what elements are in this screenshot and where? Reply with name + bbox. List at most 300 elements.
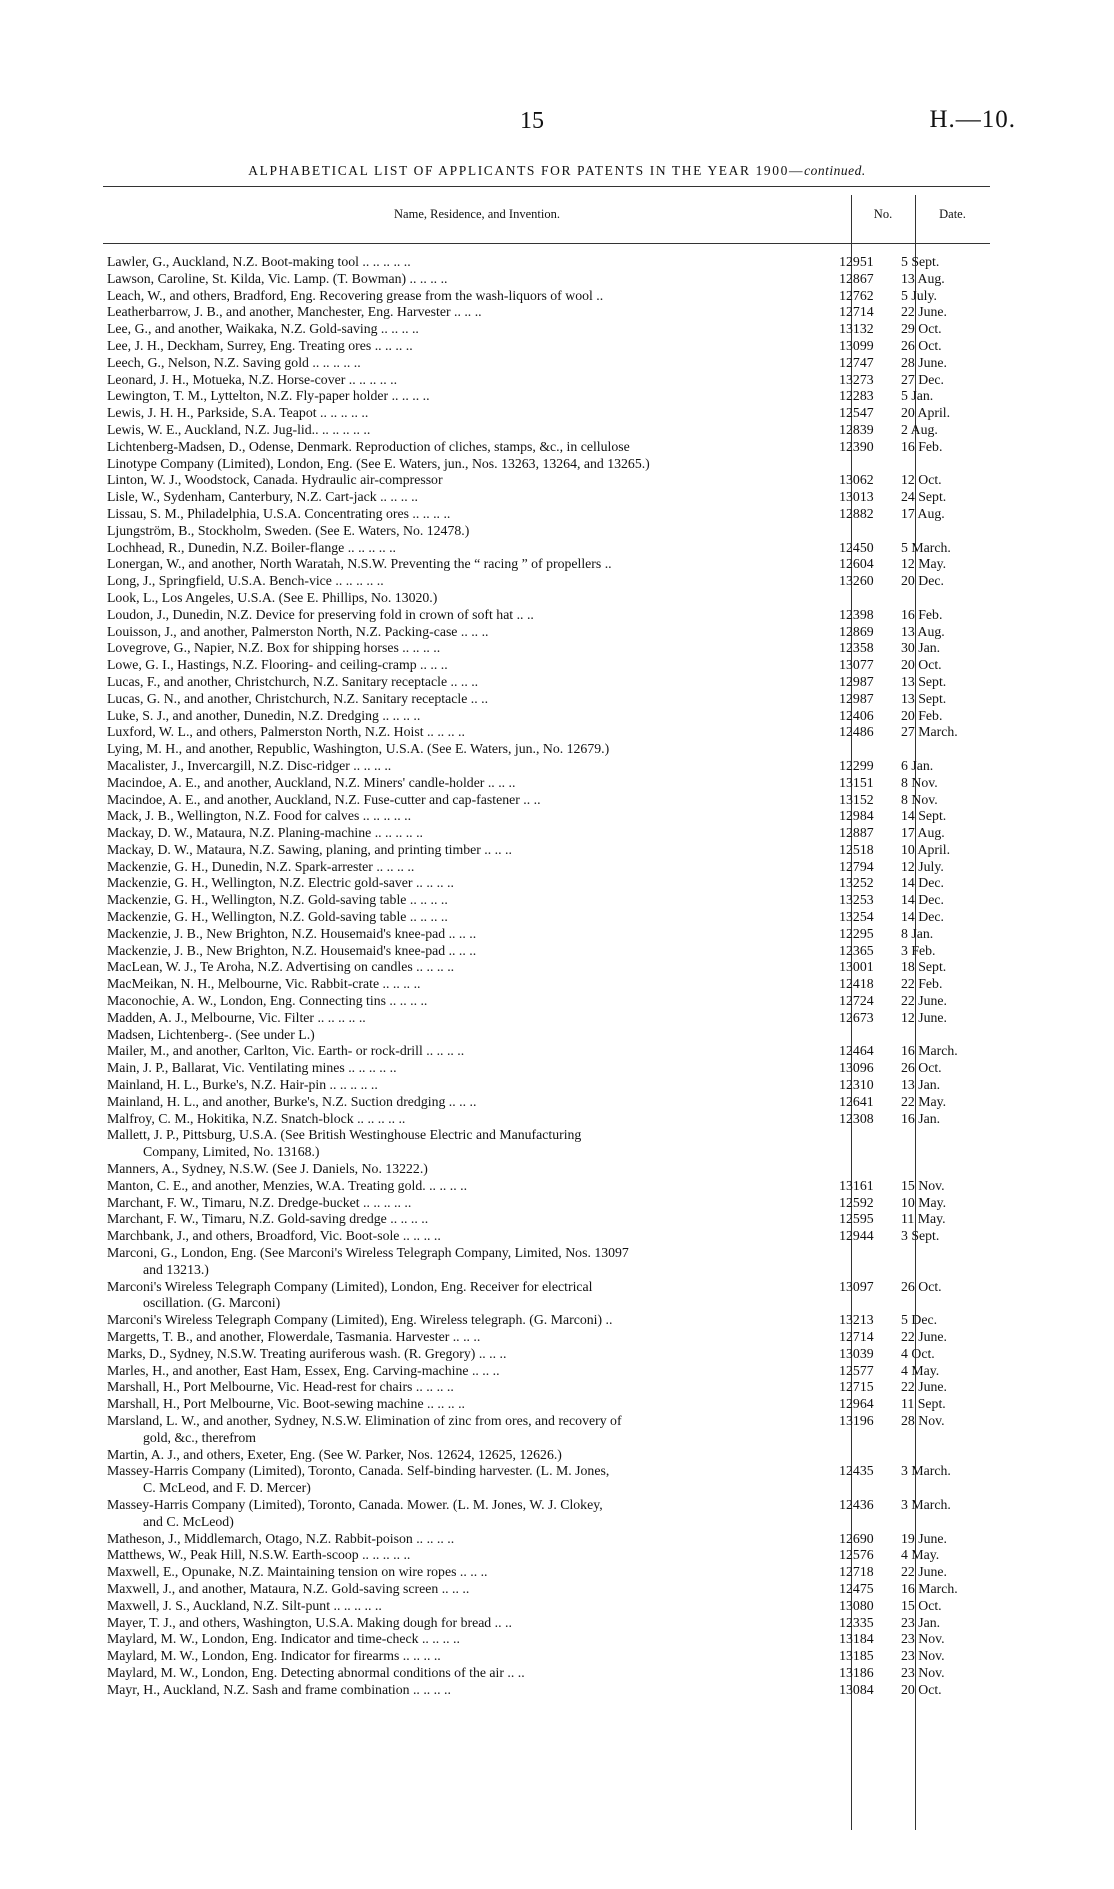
entry-date: 20 April. (901, 405, 951, 421)
entry-name: Marshall, H., Port Melbourne, Vic. Boot-sewing machine .. .. .. .. (107, 1396, 465, 1412)
table-row (103, 422, 990, 439)
table-row (103, 1094, 990, 1111)
table-row (103, 1396, 990, 1413)
table-row (103, 959, 990, 976)
table-row (103, 1077, 990, 1094)
table-row (103, 1027, 990, 1044)
table-row (103, 439, 990, 456)
table-row (103, 1312, 990, 1329)
entry-number: 12592 (839, 1194, 874, 1210)
table-row (103, 1144, 990, 1161)
entry-date: 22 June. (901, 1379, 948, 1395)
table-row (103, 674, 990, 691)
table-row (103, 943, 990, 960)
entry-name: and C. McLeod) (143, 1513, 234, 1529)
entry-name: Mackay, D. W., Mataura, N.Z. Planing-machine .. .. .. .. .. (107, 825, 423, 841)
entry-number: 12576 (839, 1547, 874, 1563)
entry-name: MacLean, W. J., Te Aroha, N.Z. Advertising on candles .. .. .. .. (107, 959, 455, 975)
entry-name: Macindoe, A. E., and another, Auckland, N.Z. Fuse-cutter and cap-fastener .. .. (107, 791, 541, 807)
entry-number: 12951 (839, 254, 874, 269)
entry-number: 12794 (839, 858, 874, 874)
entry-number: 13213 (839, 1312, 874, 1328)
entry-date: 22 Feb. (901, 976, 943, 992)
entry-number: 13077 (839, 657, 874, 673)
table-row (103, 1631, 990, 1648)
entry-date: 16 March. (901, 1043, 958, 1059)
entry-name: Lying, M. H., and another, Republic, Washington, U.S.A. (See E. Waters, jun., No. 12679.) (107, 741, 610, 757)
entry-number: 12718 (839, 1564, 874, 1580)
entry-number: 12308 (839, 1110, 874, 1126)
entry-date: 3 Sept. (901, 1228, 940, 1244)
entry-number: 13184 (839, 1631, 874, 1647)
entry-name: Lonergan, W., and another, North Waratah, N.S.W. Preventing the “ racing ” of propellers .. (107, 556, 612, 572)
entry-name: Mainland, H. L., Burke's, N.Z. Hair-pin .. .. .. .. .. (107, 1077, 378, 1093)
entry-number (825, 523, 888, 540)
entry-date: 23 Nov. (901, 1631, 945, 1647)
entry-number: 12577 (839, 1362, 874, 1378)
entry-number: 13062 (839, 472, 874, 488)
entry-name: Mack, J. B., Wellington, N.Z. Food for calves .. .. .. .. .. (107, 808, 412, 824)
table-row (103, 708, 990, 725)
table-row (103, 372, 990, 389)
entry-date (888, 1514, 990, 1531)
entry-name: Leech, G., Nelson, N.Z. Saving gold .. .. .. .. .. (107, 354, 361, 370)
entry-number (825, 1480, 888, 1497)
table-row (103, 1060, 990, 1077)
entry-date: 26 Oct. (901, 1060, 942, 1076)
entry-date: 16 Jan. (901, 1110, 941, 1126)
entry-date: 5 March. (901, 539, 951, 555)
table-row (103, 724, 990, 741)
entry-number: 12547 (839, 405, 874, 421)
entry-number: 12747 (839, 354, 874, 370)
entry-date: 12 July. (901, 858, 944, 874)
entry-number: 12839 (839, 421, 874, 437)
entry-number: 12450 (839, 539, 874, 555)
entry-number: 12486 (839, 724, 874, 740)
entry-name: Lovegrove, G., Napier, N.Z. Box for shipping horses .. .. .. .. (107, 640, 441, 656)
entry-date: 27 Dec. (901, 371, 944, 387)
table-row (103, 489, 990, 506)
entry-number (825, 1430, 888, 1447)
entry-number: 13196 (839, 1412, 874, 1428)
entry-number: 12604 (839, 556, 874, 572)
entry-number: 12964 (839, 1396, 874, 1412)
entry-name: Madsen, Lichtenberg-. (See under L.) (107, 1026, 315, 1042)
entry-name: Loudon, J., Dunedin, N.Z. Device for preserving fold in crown of soft hat .. .. (107, 606, 534, 622)
table-row (103, 1329, 990, 1346)
entry-date: 2 Aug. (901, 421, 938, 437)
table-row (103, 1279, 990, 1296)
entry-number: 12984 (839, 808, 874, 824)
entry-date: 15 Nov. (901, 1177, 945, 1193)
entry-name: Madden, A. J., Melbourne, Vic. Filter .. .. .. .. .. (107, 1009, 366, 1025)
table-row (103, 1043, 990, 1060)
table-row (103, 1111, 990, 1128)
entry-date: 14 Sept. (901, 808, 947, 824)
entry-name: Mailer, M., and another, Carlton, Vic. Earth- or rock-drill .. .. .. .. (107, 1043, 465, 1059)
table-row (103, 1463, 990, 1480)
entry-number: 13254 (839, 909, 874, 925)
entry-name: Maxwell, J., and another, Mataura, N.Z. Gold-saving screen .. .. .. (107, 1580, 470, 1596)
table-row (103, 1480, 990, 1497)
entry-name: Maconochie, A. W., London, Eng. Connecting tins .. .. .. .. (107, 993, 428, 1009)
entry-number: 12987 (839, 690, 874, 706)
entry-number: 12436 (839, 1496, 874, 1512)
entry-number: 12714 (839, 1329, 874, 1344)
entry-name: Malfroy, C. M., Hokitika, N.Z. Snatch-block .. .. .. .. .. (107, 1110, 406, 1126)
entry-name: Maylard, M. W., London, Eng. Indicator and time-check .. .. .. .. (107, 1631, 460, 1647)
entry-name: Lissau, S. M., Philadelphia, U.S.A. Concentrating ores .. .. .. .. (107, 505, 451, 521)
entry-number: 12595 (839, 1211, 874, 1227)
entry-name: Lee, G., and another, Waikaka, N.Z. Gold-saving .. .. .. .. (107, 321, 419, 337)
entry-name: Mackenzie, G. H., Wellington, N.Z. Electric gold-saver .. .. .. .. (107, 875, 454, 891)
entry-number (825, 1144, 888, 1161)
entry-date: 27 March. (901, 724, 958, 740)
entry-name: Company, Limited, No. 13168.) (143, 1144, 320, 1160)
table-row (103, 875, 990, 892)
entry-date: 10 May. (901, 1194, 947, 1210)
entry-date: 30 Jan. (901, 640, 941, 656)
table-row (103, 1547, 990, 1564)
entry-date: 20 Oct. (901, 1681, 942, 1697)
table-row (103, 775, 990, 792)
table-row (103, 556, 990, 573)
entry-number (825, 1027, 888, 1044)
entry-date: 16 March. (901, 1580, 958, 1596)
entry-name: Marchant, F. W., Timaru, N.Z. Dredge-bucket .. .. .. .. .. (107, 1194, 412, 1210)
entry-name: Lucas, F., and another, Christchurch, N.Z. Sanitary receptacle .. .. .. (107, 673, 479, 689)
entry-name: Leatherbarrow, J. B., and another, Manchester, Eng. Harvester .. .. .. (107, 304, 482, 320)
table-row (103, 1430, 990, 1447)
entry-name: gold, &c., therefrom (143, 1429, 257, 1445)
entry-number: 12887 (839, 825, 874, 841)
entry-date (888, 1295, 990, 1312)
entry-number: 13151 (839, 774, 874, 790)
entry-number (825, 1161, 888, 1178)
entry-name: Mackay, D. W., Mataura, N.Z. Sawing, planing, and printing timber .. .. .. (107, 841, 512, 857)
entry-number: 13152 (839, 791, 874, 807)
entry-name: Marks, D., Sydney, N.S.W. Treating auriferous wash. (R. Gregory) .. .. .. (107, 1345, 507, 1361)
entry-number: 12398 (839, 606, 874, 622)
entry-name: Mackenzie, G. H., Wellington, N.Z. Gold-saving table .. .. .. .. (107, 892, 448, 908)
entry-date: 5 Sept. (901, 254, 940, 269)
entry-name: Manners, A., Sydney, N.S.W. (See J. Daniels, No. 13222.) (107, 1161, 428, 1177)
table-row (103, 1127, 990, 1144)
table-row (103, 976, 990, 993)
entry-name: Mackenzie, G. H., Dunedin, N.Z. Spark-arrester .. .. .. .. (107, 858, 415, 874)
entry-number: 13186 (839, 1664, 874, 1680)
entry-number: 13099 (839, 337, 874, 353)
entry-name: Marles, H., and another, East Ham, Essex, Eng. Carving-machine .. .. .. (107, 1362, 500, 1378)
entry-date: 22 June. (901, 1329, 948, 1344)
entry-name: Louisson, J., and another, Palmerston North, N.Z. Packing-case .. .. .. (107, 623, 489, 639)
entry-date: 26 Oct. (901, 1278, 942, 1294)
entry-number: 13001 (839, 959, 874, 975)
table-row (103, 1295, 990, 1312)
entry-name: Lowe, G. I., Hastings, N.Z. Flooring- and ceiling-cramp .. .. .. (107, 657, 448, 673)
entry-date: 5 July. (901, 287, 937, 303)
entry-date: 24 Sept. (901, 489, 947, 505)
entry-date: 12 June. (901, 1009, 948, 1025)
entry-date: 20 Oct. (901, 657, 942, 673)
entry-date: 23 Nov. (901, 1664, 945, 1680)
entry-date (888, 741, 990, 758)
entry-date: 8 Nov. (901, 791, 938, 807)
entry-date: 14 Dec. (901, 892, 944, 908)
entry-name: Linton, W. J., Woodstock, Canada. Hydraulic air-compressor (107, 472, 443, 488)
table-row (103, 523, 990, 540)
table-row (103, 1564, 990, 1581)
entry-date (888, 590, 990, 607)
entry-date (888, 1245, 990, 1262)
entry-number: 13161 (839, 1177, 874, 1193)
entry-name: Luke, S. J., and another, Dunedin, N.Z. Dredging .. .. .. .. (107, 707, 421, 723)
entry-number: 13096 (839, 1060, 874, 1076)
entry-number: 12310 (839, 1077, 874, 1093)
entry-date: 13 Sept. (901, 690, 947, 706)
entry-date: 23 Jan. (901, 1614, 941, 1630)
entry-name: Ljungström, B., Stockholm, Sweden. (See E. Waters, No. 12478.) (107, 522, 470, 538)
entry-date: 22 May. (901, 1093, 947, 1109)
page-title-text: ALPHABETICAL LIST OF APPLICANTS FOR PATENTS IN THE YEAR 1900— (248, 163, 805, 178)
entry-number: 12944 (839, 1228, 874, 1244)
entry-date: 28 June. (901, 354, 948, 370)
entry-date: 4 Oct. (901, 1345, 935, 1361)
entry-number: 12714 (839, 304, 874, 320)
table-row (103, 1161, 990, 1178)
table-header-rule (103, 243, 990, 244)
entry-name: Lochhead, R., Dunedin, N.Z. Boiler-flange .. .. .. .. .. (107, 539, 397, 555)
entry-name: Marsland, L. W., and another, Sydney, N.S.W. Elimination of zinc from ores, and recovery of (107, 1412, 622, 1428)
table-row (103, 1615, 990, 1632)
entry-name: Lawler, G., Auckland, N.Z. Boot-making tool .. .. .. .. .. (107, 254, 411, 269)
column-header-date: Date. (939, 207, 966, 221)
entry-name: and 13213.) (143, 1261, 209, 1277)
entry-name: Marconi's Wireless Telegraph Company (Limited), London, Eng. Receiver for electrical (107, 1278, 593, 1294)
entry-number: 12299 (839, 757, 874, 773)
entry-name: Mackenzie, J. B., New Brighton, N.Z. Housemaid's knee-pad .. .. .. (107, 925, 477, 941)
entry-date: 23 Nov. (901, 1648, 945, 1664)
entry-number (825, 1262, 888, 1279)
table-row (103, 254, 990, 271)
entry-number: 12869 (839, 623, 874, 639)
entry-name: Massey-Harris Company (Limited), Toronto, Canada. Self-binding harvester. (L. M. Jones, (107, 1463, 610, 1479)
entry-date (888, 1161, 990, 1178)
entry-date: 16 Feb. (901, 438, 943, 454)
entry-number (825, 1127, 888, 1144)
entry-name: Matthews, W., Peak Hill, N.S.W. Earth-scoop .. .. .. .. .. (107, 1547, 411, 1563)
table-row (103, 993, 990, 1010)
table-row (103, 741, 990, 758)
entry-name: C. McLeod, and F. D. Mercer) (143, 1480, 311, 1496)
entry-name: Marchant, F. W., Timaru, N.Z. Gold-saving dredge .. .. .. .. (107, 1211, 429, 1227)
entry-name: Linotype Company (Limited), London, Eng. (See E. Waters, jun., Nos. 13263, 13264, and 13265.) (107, 455, 650, 471)
table-row (103, 1682, 990, 1699)
column-header-no: No. (873, 207, 893, 221)
entry-number: 12867 (839, 270, 874, 286)
entry-date: 12 Oct. (901, 472, 942, 488)
entry-name: Marconi's Wireless Telegraph Company (Limited), Eng. Wireless telegraph. (G. Marconi) .. (107, 1312, 613, 1328)
entry-date: 14 Dec. (901, 909, 944, 925)
entry-number: 13132 (839, 321, 874, 337)
entry-number: 12715 (839, 1379, 874, 1395)
entry-number: 13260 (839, 573, 874, 589)
entry-number (825, 1245, 888, 1262)
entry-number: 12690 (839, 1530, 874, 1546)
entry-name: Lisle, W., Sydenham, Canterbury, N.Z. Cart-jack .. .. .. .. (107, 489, 419, 505)
entry-number: 12882 (839, 505, 874, 521)
entry-number: 13097 (839, 1278, 874, 1294)
entry-number: 12406 (839, 707, 874, 723)
entry-date: 4 May. (901, 1362, 940, 1378)
entry-name: oscillation. (G. Marconi) (143, 1295, 281, 1311)
table-row (103, 506, 990, 523)
entry-name: Maylard, M. W., London, Eng. Detecting abnormal conditions of the air .. .. (107, 1664, 525, 1680)
entry-date: 13 Sept. (901, 673, 947, 689)
entry-number: 12358 (839, 640, 874, 656)
entry-number: 13080 (839, 1597, 874, 1613)
entry-number: 12673 (839, 1009, 874, 1025)
entry-number: 12464 (839, 1043, 874, 1059)
entry-name: Luxford, W. L., and others, Palmerston North, N.Z. Hoist .. .. .. .. (107, 724, 465, 740)
entry-name: MacMeikan, N. H., Melbourne, Vic. Rabbit-crate .. .. .. .. (107, 976, 421, 992)
entry-date: 4 May. (901, 1547, 940, 1563)
entry-name: Main, J. P., Ballarat, Vic. Ventilating mines .. .. .. .. .. (107, 1060, 397, 1076)
entry-number: 13084 (839, 1681, 874, 1697)
table-row (103, 808, 990, 825)
entry-date: 3 March. (901, 1496, 951, 1512)
entry-date: 20 Feb. (901, 707, 943, 723)
entry-date: 13 Aug. (901, 270, 945, 286)
entry-date: 13 Jan. (901, 1077, 941, 1093)
entry-date: 10 April. (901, 841, 951, 857)
entry-name: Macalister, J., Invercargill, N.Z. Disc-ridger .. .. .. .. (107, 757, 392, 773)
entry-date: 29 Oct. (901, 321, 942, 337)
entry-name: Lucas, G. N., and another, Christchurch, N.Z. Sanitary receptacle .. .. (107, 690, 489, 706)
entry-date: 22 June. (901, 993, 948, 1009)
table-row (103, 691, 990, 708)
table-row (103, 1581, 990, 1598)
table-row (103, 624, 990, 641)
table-row (103, 456, 990, 473)
table-row (103, 640, 990, 657)
table-row (103, 657, 990, 674)
entry-date (888, 1144, 990, 1161)
table-row (103, 1413, 990, 1430)
entry-name: Mayr, H., Auckland, N.Z. Sash and frame combination .. .. .. .. (107, 1681, 451, 1697)
entry-name: Martin, A. J., and others, Exeter, Eng. (See W. Parker, Nos. 12624, 12625, 12626.) (107, 1446, 562, 1462)
table-row (103, 909, 990, 926)
entry-date: 3 March. (901, 1463, 951, 1479)
entry-date (888, 1127, 990, 1144)
entry-name: Maylard, M. W., London, Eng. Indicator for firearms .. .. .. .. (107, 1648, 441, 1664)
entry-date: 15 Oct. (901, 1597, 942, 1613)
entry-name: Marchbank, J., and others, Broadford, Vic. Boot-sole .. .. .. .. (107, 1228, 441, 1244)
table-row (103, 842, 990, 859)
entry-date: 17 Aug. (901, 505, 945, 521)
entry-number: 12365 (839, 942, 874, 958)
entry-date: 17 Aug. (901, 825, 945, 841)
entry-date: 22 June. (901, 304, 948, 320)
table-row (103, 926, 990, 943)
entry-date: 19 June. (901, 1530, 948, 1546)
entry-date: 5 Jan. (901, 388, 934, 404)
entry-number: 12475 (839, 1580, 874, 1596)
entry-number: 12435 (839, 1463, 874, 1479)
entry-number: 12641 (839, 1093, 874, 1109)
entry-date: 12 May. (901, 556, 947, 572)
table-row (103, 1648, 990, 1665)
entry-name: Long, J., Springfield, U.S.A. Bench-vice .. .. .. .. .. (107, 573, 384, 589)
entry-name: Look, L., Los Angeles, U.S.A. (See E. Phillips, No. 13020.) (107, 589, 438, 605)
table-row (103, 1346, 990, 1363)
entry-date: 5 Dec. (901, 1312, 938, 1328)
table-row (103, 321, 990, 338)
entry-name: Manton, C. E., and another, Menzies, W.A. Treating gold. .. .. .. .. (107, 1177, 468, 1193)
entry-name: Macindoe, A. E., and another, Auckland, N.Z. Miners' candle-holder .. .. .. (107, 774, 516, 790)
entry-name: Lewington, T. M., Lyttelton, N.Z. Fly-paper holder .. .. .. .. (107, 388, 430, 404)
page-number: 15 (520, 108, 544, 134)
entry-number (825, 1447, 888, 1464)
entry-number: 13013 (839, 489, 874, 505)
entry-name: Mackenzie, G. H., Wellington, N.Z. Gold-saving table .. .. .. .. (107, 909, 448, 925)
table-row (103, 540, 990, 557)
entry-date: 20 Dec. (901, 573, 944, 589)
entry-name: Marconi, G., London, Eng. (See Marconi's Wireless Telegraph Company, Limited, Nos. 13097 (107, 1245, 629, 1261)
entry-name: Mackenzie, J. B., New Brighton, N.Z. Housemaid's knee-pad .. .. .. (107, 942, 477, 958)
entry-number: 12335 (839, 1614, 874, 1630)
entry-date: 8 Jan. (901, 925, 934, 941)
entry-number: 13185 (839, 1648, 874, 1664)
entry-number: 12295 (839, 925, 874, 941)
entry-number (825, 1514, 888, 1531)
page-title (0, 163, 1114, 179)
table-row (103, 892, 990, 909)
table-row (103, 355, 990, 372)
entry-name: Massey-Harris Company (Limited), Toronto, Canada. Mower. (L. M. Jones, W. J. Clokey, (107, 1496, 603, 1512)
entry-date: 22 June. (901, 1564, 948, 1580)
entry-date: 14 Dec. (901, 875, 944, 891)
table-row (103, 472, 990, 489)
table-row (103, 1262, 990, 1279)
entry-number: 12724 (839, 993, 874, 1009)
entry-number (825, 1295, 888, 1312)
entry-date: 3 Feb. (901, 942, 936, 958)
table-row (103, 288, 990, 305)
entry-date: 13 Aug. (901, 623, 945, 639)
entry-number (825, 456, 888, 473)
entry-date: 28 Nov. (901, 1412, 945, 1428)
page-title-continued: continued. (804, 163, 866, 178)
table-row (103, 1514, 990, 1531)
entry-name: Lewis, W. E., Auckland, N.Z. Jug-lid.. .. .. .. .. .. (107, 421, 371, 437)
entry-name: Marshall, H., Port Melbourne, Vic. Head-rest for chairs .. .. .. .. (107, 1379, 454, 1395)
table-row (103, 590, 990, 607)
table-row (103, 1447, 990, 1464)
entry-date: 18 Sept. (901, 959, 947, 975)
table-row (103, 1665, 990, 1682)
entry-number (825, 590, 888, 607)
table-row (103, 304, 990, 321)
table-row (103, 1379, 990, 1396)
applicants-list (103, 254, 990, 1699)
entry-date: 16 Feb. (901, 606, 943, 622)
table-row (103, 405, 990, 422)
table-row (103, 573, 990, 590)
table-row (103, 1010, 990, 1027)
entry-number: 12418 (839, 976, 874, 992)
